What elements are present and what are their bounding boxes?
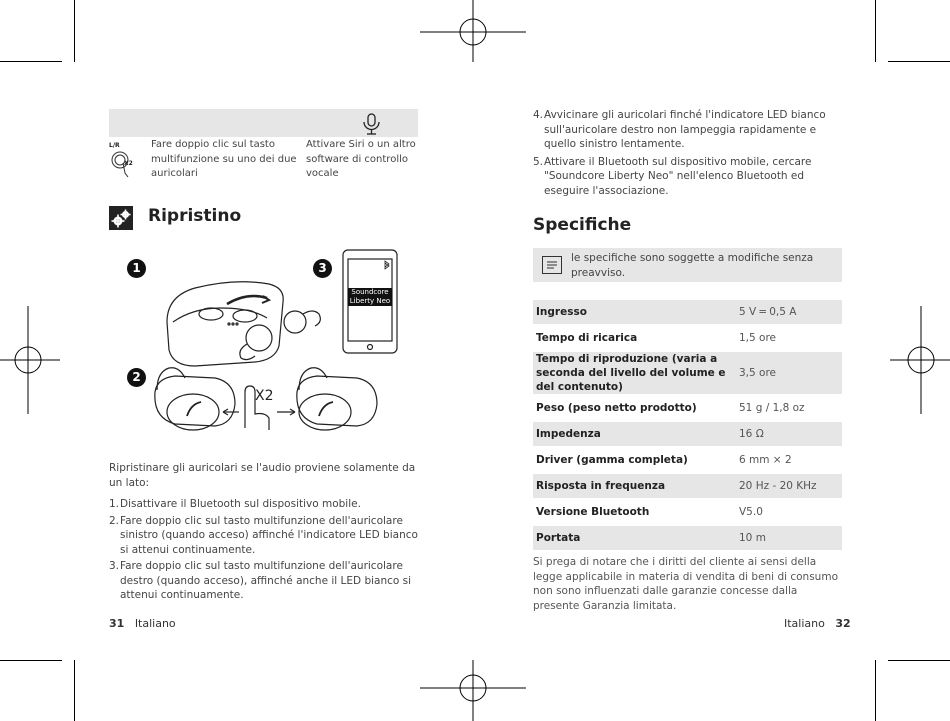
- spec-value: 10 m: [736, 526, 842, 550]
- page-number-left: 31: [109, 617, 125, 630]
- spec-value: 20 Hz - 20 KHz: [736, 474, 842, 498]
- list-item: [109, 497, 429, 512]
- table-row: [533, 326, 842, 350]
- right-page-footer: [784, 617, 851, 630]
- spec-label: Risposta in frequenza: [533, 474, 736, 498]
- microphone-icon: [109, 109, 418, 137]
- pairing-steps-list: [533, 108, 843, 201]
- phone-entry-line2: Liberty Neo: [349, 297, 391, 305]
- spec-value: 16 Ω: [736, 422, 842, 446]
- spec-value: 51 g / 1,8 oz: [739, 402, 805, 414]
- section-title-specifiche: Specifiche: [533, 215, 632, 235]
- list-text: Avvicinare gli auricolari finché l'indicatore LED bianco sull'auricolare destro non lampeggia rapidamente e quello sinistro lentamente.: [544, 109, 826, 150]
- spec-label: Peso (peso netto prodotto): [536, 402, 697, 414]
- reset-steps-list: [109, 497, 429, 605]
- page-number-right: 32: [835, 617, 851, 630]
- page-language-left: Italiano: [134, 617, 176, 630]
- double-tap-earbud-icon: [109, 140, 143, 178]
- gears-graphic: [109, 206, 133, 230]
- spec-value: 5 V ═ 0,5 A: [736, 300, 842, 324]
- list-text: Fare doppio clic sul tasto multifunzione dell'auricolare destro (quando acceso), affinché anche il LED bianco si attenui continuamente.: [120, 560, 412, 601]
- legal-notice: Si prega di notare che i diritti del cliente ai sensi della legge applicabile in materia di vendita di beni di consumo non sono influenzati dalle garanzie concesse dalla presente Garanzia limitata.: [533, 556, 838, 612]
- list-item: [109, 514, 429, 558]
- earbud-side-label: L/R: [109, 142, 120, 149]
- list-item: [109, 559, 429, 603]
- spec-label: Tempo di riproduzione (varia a seconda del livello del volume e del contenuto): [533, 352, 736, 394]
- list-item: [533, 155, 843, 199]
- phone-device-entry: [348, 288, 392, 306]
- earbuds-case-drawing: [109, 244, 429, 440]
- list-number: 1.: [109, 498, 120, 510]
- step-badge-3: 3: [313, 259, 332, 278]
- spec-label: Versione Bluetooth: [536, 506, 650, 518]
- phone-entry-line1: Soundcore: [351, 288, 389, 296]
- gears-icon: [109, 206, 133, 230]
- spec-label: Impedenza: [533, 422, 736, 446]
- section-title-ripristino: Ripristino: [148, 206, 242, 226]
- tap-count-badge: X2: [124, 160, 133, 167]
- left-page-footer: [109, 617, 176, 630]
- list-number: 3.: [109, 560, 120, 572]
- step-badge-1: 1: [127, 259, 146, 278]
- spec-value: 6 mm × 2: [739, 454, 792, 466]
- list-text: Attivare il Bluetooth sul dispositivo mobile, cercare "Soundcore Liberty Neo" nell'elenco Bluetooth ed eseguire l'associazione.: [544, 155, 812, 197]
- table-row: [533, 474, 842, 498]
- spec-label: Tempo di ricarica: [536, 332, 638, 344]
- spec-label: Ingresso: [533, 300, 736, 324]
- table-row: [533, 396, 842, 420]
- spec-table: [533, 300, 842, 550]
- table-row: [533, 500, 842, 524]
- spec-label: Portata: [533, 526, 736, 550]
- list-number: 2.: [109, 514, 120, 527]
- spec-value: 3,5 ore: [736, 352, 842, 394]
- reset-intro: Ripristinare gli auricolari se l'audio proviene solamente da un lato:: [109, 462, 416, 489]
- list-text: Disattivare il Bluetooth sul dispositivo mobile.: [120, 498, 361, 510]
- spec-value: 1,5 ore: [739, 332, 777, 344]
- spec-value: V5.0: [739, 506, 763, 518]
- table-row: [533, 422, 842, 446]
- list-text: Fare doppio clic sul tasto multifunzione dell'auricolare sinistro (quando acceso) affinché l'indicatore LED bianco si attenui continuamente.: [120, 514, 418, 556]
- control-action-text: Fare doppio clic sul tasto multifunzione su uno dei due auricolari: [151, 139, 297, 179]
- control-result-text: Attivare Siri o un altro software di controllo vocale: [306, 139, 416, 179]
- list-number: 5.: [533, 155, 544, 168]
- table-row: [533, 448, 842, 472]
- list-number: 4.: [533, 109, 544, 121]
- spec-label: Driver (gamma completa): [536, 454, 688, 466]
- page-language-right: Italiano: [784, 617, 825, 630]
- reset-illustration: [109, 244, 429, 440]
- tap-badge: X2: [255, 388, 274, 404]
- step-badge-2: 2: [127, 368, 146, 387]
- list-item: [533, 108, 843, 152]
- note-text: le specifiche sono soggette a modifiche senza preavviso.: [571, 252, 814, 279]
- table-row: [533, 352, 842, 394]
- table-row: [533, 300, 842, 324]
- spec-note: [533, 248, 842, 282]
- table-row: [533, 526, 842, 550]
- control-table-header: [109, 109, 418, 137]
- note-icon: [542, 256, 562, 274]
